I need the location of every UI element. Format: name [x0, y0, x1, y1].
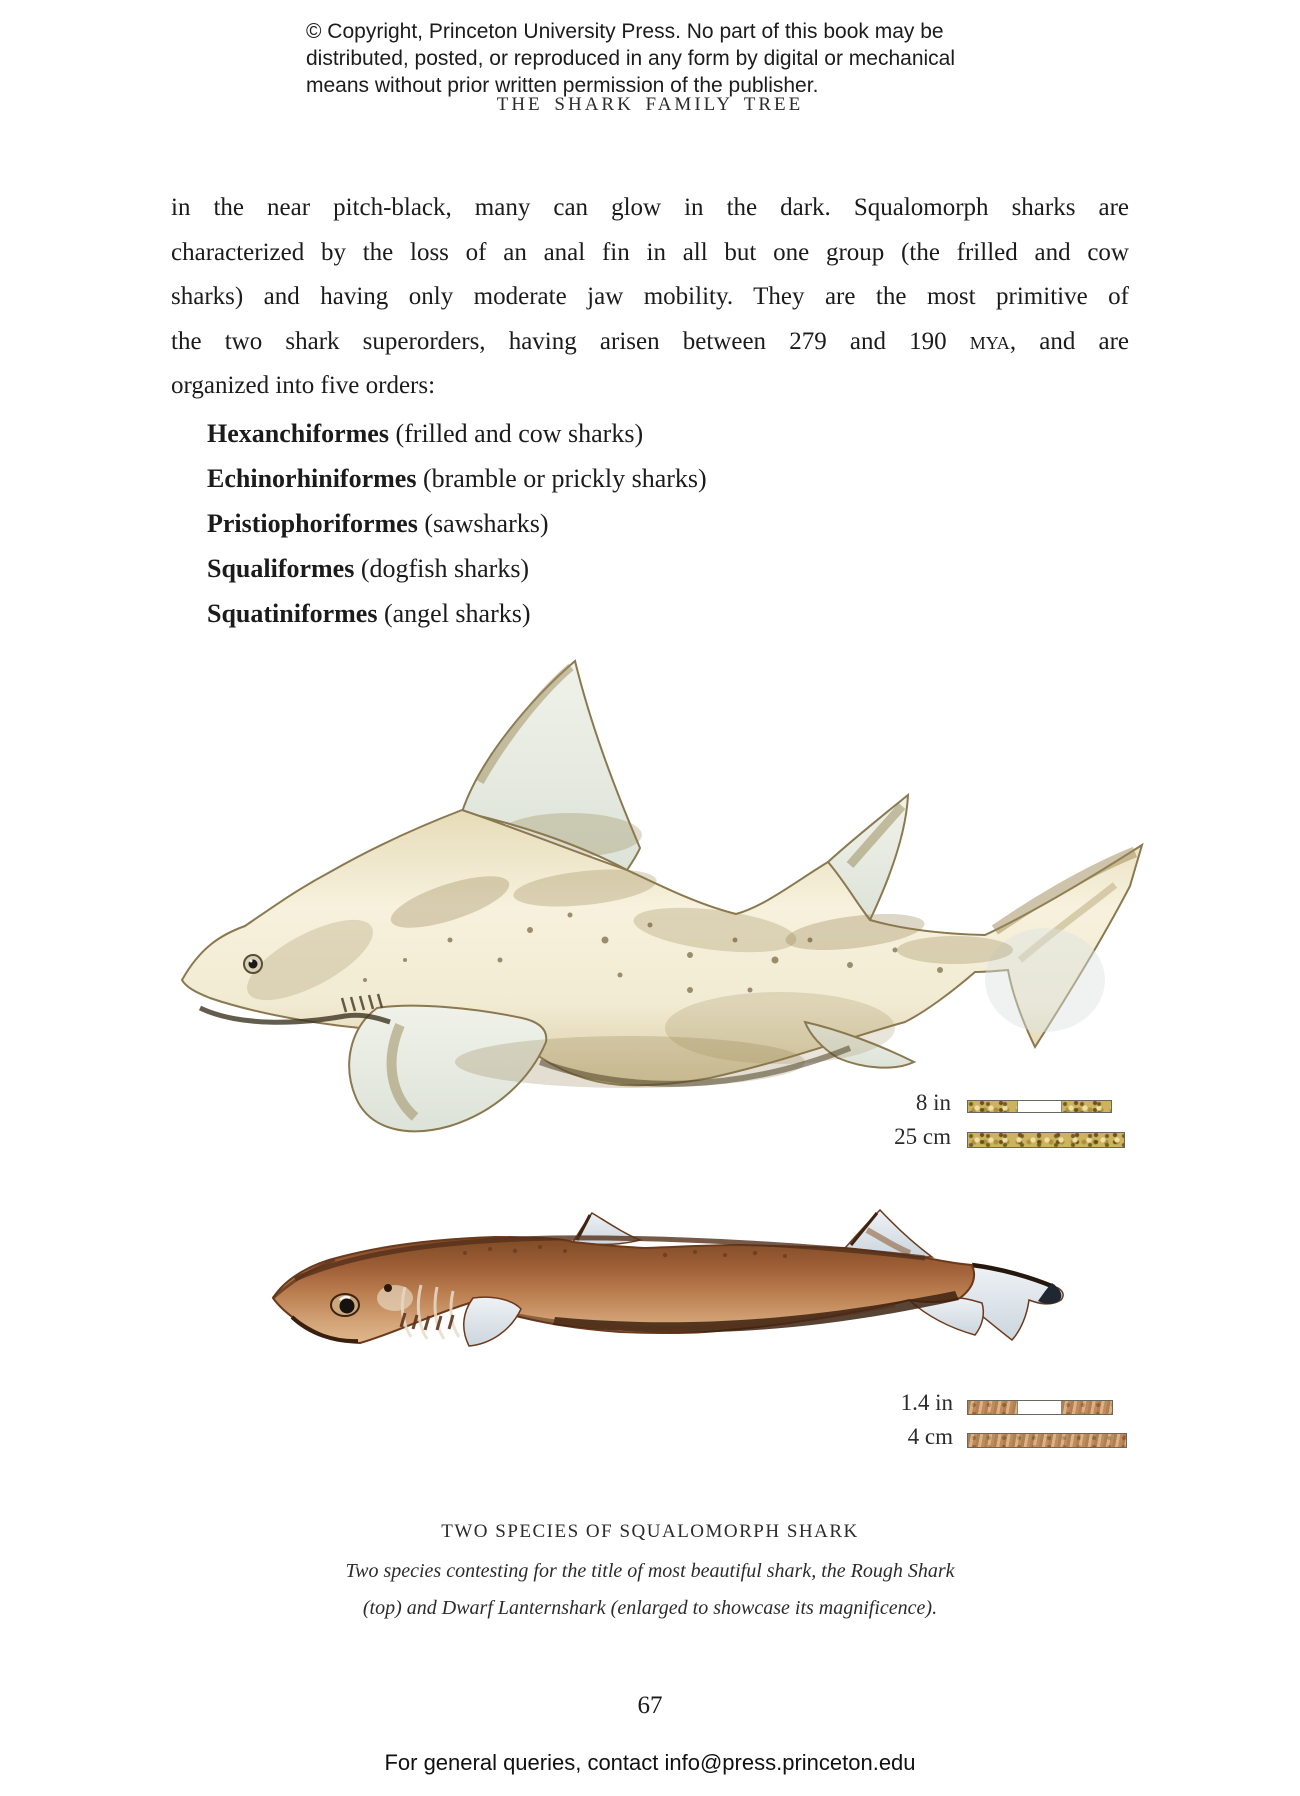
copyright-notice — [306, 18, 1026, 99]
order-desc: (sawsharks) — [417, 509, 549, 538]
scale-label-metric-1: 25 cm — [894, 1124, 951, 1149]
scale-bar-segment — [968, 1434, 1126, 1447]
scale-bar-segment — [968, 1101, 1017, 1112]
figure-caption — [0, 1553, 1300, 1627]
page-number: 67 — [637, 1692, 663, 1719]
copyright-line: © Copyright, Princeton University Press. No part of this book may be — [306, 20, 944, 43]
order-name: Echinorhiniformes — [207, 464, 417, 493]
copyright-line: distributed, posted, or reproduced in any form by digital or mechanical — [306, 47, 956, 70]
order-name: Squatiniformes — [207, 599, 378, 628]
order-name: Pristiophoriformes — [207, 509, 418, 538]
order-item — [207, 501, 1107, 546]
order-item — [207, 456, 1107, 501]
scale-bar-metric-2 — [967, 1433, 1127, 1448]
order-name: Squaliformes — [207, 554, 355, 583]
caption-line: Two species contesting for the title of most beautiful shark, the Rough Shark — [345, 1560, 955, 1582]
scale-label-imperial-2: 1.4 in — [900, 1390, 953, 1415]
scale-bar-metric-1 — [967, 1132, 1125, 1148]
paragraph-line — [171, 320, 1129, 365]
paragraph-line: sharks) and having only moderate jaw mobility. They are the most primitive of — [171, 283, 1129, 310]
scale-bar-segment — [968, 1133, 1124, 1147]
scale-label-imperial-1: 8 in — [915, 1090, 951, 1115]
order-item — [207, 411, 1107, 456]
footer-contact: For general queries, contact info@press.princeton.edu — [384, 1750, 916, 1775]
paragraph-line: characterized by the loss of an anal fin in all but one group (the frilled and cow — [171, 238, 1129, 266]
order-desc: (angel sharks) — [377, 599, 531, 628]
paragraph-line: organized into five orders: — [171, 372, 436, 399]
caption-line: (top) and Dwarf Lanternshark (enlarged to showcase its magnificence). — [362, 1597, 938, 1619]
scale-label-metric-2: 4 cm — [907, 1424, 953, 1449]
paragraph-line: in the near pitch-black, many can glow in the dark. Squalomorph sharks are — [171, 194, 1129, 221]
scale-bar-imperial-2 — [967, 1400, 1113, 1415]
lanternshark-illustration — [255, 1195, 1085, 1390]
order-desc: (bramble or prickly sharks) — [416, 464, 707, 493]
scale-bar-segment — [1017, 1101, 1061, 1112]
copyright-line: means without prior written permission of the publisher. — [306, 74, 819, 97]
running-head: THE SHARK FAMILY TREE — [496, 94, 804, 115]
scale-bar-imperial-1 — [967, 1100, 1112, 1113]
order-item — [207, 546, 1107, 591]
order-desc: (dogfish sharks) — [354, 554, 530, 583]
figure-caption-kicker: TWO SPECIES OF SQUALOMORPH SHARK — [441, 1521, 859, 1542]
rough-shark-illustration — [150, 630, 1180, 1140]
mya-smallcaps: mya — [969, 327, 1010, 355]
paragraph-fragment: the two shark superorders, having arisen between 279 and 190 — [171, 327, 970, 355]
scale-bar-segment — [1062, 1401, 1112, 1414]
scale-bar-segment — [968, 1401, 1017, 1414]
orders-list — [207, 411, 1107, 636]
order-desc: (frilled and cow sharks) — [388, 419, 644, 448]
scale-bar-segment — [1062, 1101, 1111, 1112]
order-name: Hexanchiformes — [207, 419, 389, 448]
scale-bar-segment — [1017, 1401, 1061, 1414]
paragraph-fragment: , and are — [1009, 327, 1129, 355]
body-paragraph — [171, 186, 1129, 409]
